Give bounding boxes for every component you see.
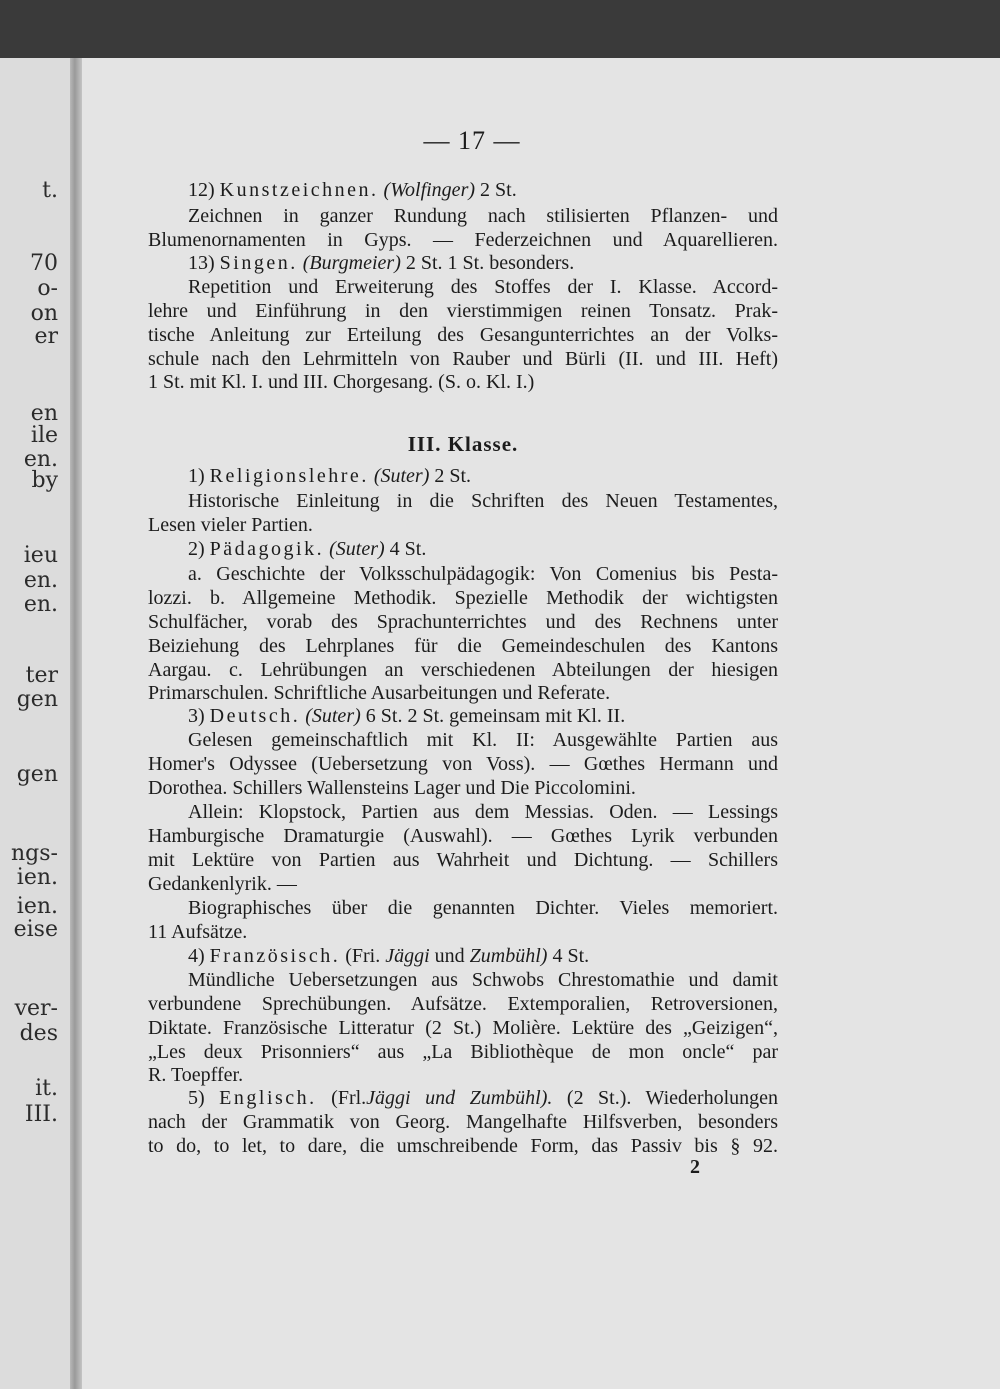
text-line: lehre und Einführung in den vierstimmigen reinen Tonsatz. Prak- xyxy=(148,300,778,322)
page-number: — 17 — xyxy=(423,126,521,155)
teacher-name: (Burgmeier) xyxy=(302,252,401,274)
left-page-fragment: ien. xyxy=(16,865,58,890)
text-line: R. Toepffer. xyxy=(148,1064,244,1086)
text-line: 1 St. mit Kl. I. und III. Chorgesang. (S. o. Kl. I.) xyxy=(148,371,535,393)
section-title: Pädagogik. xyxy=(209,538,325,560)
left-page-fragment: en xyxy=(30,401,58,426)
text-line: Repetition und Erweiterung des Stoffes der I. Klasse. Accord- xyxy=(188,276,778,298)
text-line: Primarschulen. Schriftliche Ausarbeitungen und Referate. xyxy=(148,682,611,704)
teacher-name: Zumbühl). xyxy=(469,1087,553,1109)
left-page-fragment: 70 xyxy=(30,251,58,276)
section-title: Deutsch. xyxy=(209,705,301,727)
section-5-heading: 5) Englisch. (Frl.Jäggi und Zumbühl). (2 St.). Wiederholungen xyxy=(188,1087,779,1109)
text-line: Beiziehung des Lehrplanes für die Gemeindeschulen des Kantons xyxy=(148,635,778,657)
teacher-name: Zumbühl) xyxy=(469,945,548,967)
teacher-name: Jäggi xyxy=(385,945,430,967)
left-page-fragment: ile xyxy=(30,423,58,448)
text-line: Zeichnen in ganzer Rundung nach stilisierten Pflanzen- und xyxy=(188,205,778,227)
document-page xyxy=(82,58,1000,1389)
section-title: Englisch. xyxy=(219,1087,317,1109)
text-line: „Les deux Prisonniers“ aus „La Bibliothèque de mon oncle“ par xyxy=(148,1041,778,1063)
left-page-fragment: on xyxy=(30,301,58,326)
text-line: to do, to let, to dare, die umschreibende Form, das Passiv bis § 92. xyxy=(148,1135,778,1157)
section-4-heading: 4) Französisch. (Fri. Jäggi und Zumbühl) 4 St. xyxy=(188,945,590,967)
text-line: mit Lektüre von Partien aus Wahrheit und Dichtung. — Schillers xyxy=(148,849,778,871)
text-line: Schulfächer, vorab des Sprachunterrichtes und des Rechnens unter xyxy=(148,611,778,633)
left-page-fragment: ter xyxy=(25,663,58,688)
section-title: Religionslehre. xyxy=(209,465,369,487)
text-line: 11 Aufsätze. xyxy=(148,921,248,943)
section-title: Französisch. xyxy=(209,945,341,967)
text-line: a. Geschichte der Volksschulpädagogik: Von Comenius bis Pesta- xyxy=(188,563,778,585)
left-page-fragment: gen xyxy=(16,687,58,712)
text-line: Hamburgische Dramaturgie (Auswahl). — Gœthes Lyrik verbunden xyxy=(148,825,778,847)
text-line: lozzi. b. Allgemeine Methodik. Spezielle Methodik der wichtigsten xyxy=(148,587,778,609)
left-page-fragment: ngs- xyxy=(11,841,58,866)
teacher-name: (Suter) xyxy=(329,538,385,560)
text-line: schule nach den Lehrmitteln von Rauber und Bürli (II. und III. Heft) xyxy=(148,348,778,370)
text-line: verbundene Sprechübungen. Aufsätze. Extemporalien, Retroversionen, xyxy=(148,993,778,1015)
section-title: Singen. xyxy=(219,252,298,274)
left-page-fragment: en. xyxy=(23,447,58,472)
text-line: Diktate. Französische Litteratur (2 St.) Molière. Lektüre des „Geizigen“, xyxy=(148,1017,778,1039)
class-heading: III. Klasse. xyxy=(407,432,519,456)
text-line: Gelesen gemeinschaftlich mit Kl. II: Ausgewählte Partien aus xyxy=(188,729,778,751)
text-line: Homer's Odyssee (Uebersetzung von Voss). — Gœthes Hermann und xyxy=(148,753,778,775)
text-line: tische Anleitung zur Erteilung des Gesangunterrichtes an der Volks- xyxy=(148,324,778,346)
text-line: Biographisches über die genannten Dichter. Vieles memoriert. xyxy=(188,897,778,919)
text-line: Allein: Klopstock, Partien aus dem Messias. Oden. — Lessings xyxy=(188,801,778,823)
left-page-fragment: gen xyxy=(16,762,58,787)
section-2-heading: 2) Pädagogik. (Suter) 4 St. xyxy=(188,538,427,560)
section-13-heading: 13) Singen. (Burgmeier) 2 St. 1 St. besonders. xyxy=(188,252,575,274)
signature-mark: 2 xyxy=(690,1156,700,1178)
section-3-heading: 3) Deutsch. (Suter) 6 St. 2 St. gemeinsam mit Kl. II. xyxy=(188,705,626,727)
left-page-fragment: it. xyxy=(35,1076,58,1101)
text-line: Aargau. c. Lehrübungen an verschiedenen Abteilungen der hiesigen xyxy=(148,659,778,681)
left-page-fragment: eise xyxy=(13,917,58,942)
left-page-fragment: t. xyxy=(42,178,58,203)
teacher-name: (Suter) xyxy=(305,705,361,727)
section-title: Kunstzeichnen. xyxy=(219,179,379,201)
text-line: Blumenornamenten in Gyps. — Federzeichnen und Aquarellieren. xyxy=(148,229,778,251)
left-page-fragment: en. xyxy=(23,568,58,593)
left-page-fragment: ieu xyxy=(23,543,58,568)
text-line: Gedankenlyrik. — xyxy=(148,873,297,895)
text-line: nach der Grammatik von Georg. Mangelhafte Hilfsverben, besonders xyxy=(148,1111,778,1133)
left-page-fragment: ien. xyxy=(16,894,58,919)
section-12-heading: 12) Kunstzeichnen. (Wolfinger) 2 St. xyxy=(188,179,517,201)
left-page-fragment: III. xyxy=(24,1102,58,1127)
teacher-name: (Wolfinger) xyxy=(383,179,476,201)
left-page-fragment: ver- xyxy=(14,996,58,1021)
text-line: Lesen vieler Partien. xyxy=(148,514,313,536)
left-page-fragment: en. xyxy=(23,592,58,617)
text-line: Dorothea. Schillers Wallensteins Lager und Die Piccolomini. xyxy=(148,777,636,799)
text-line: Historische Einleitung in die Schriften des Neuen Testamentes, xyxy=(188,490,778,512)
teacher-name: (Suter) xyxy=(373,465,430,487)
text-line: Mündliche Uebersetzungen aus Schwobs Chrestomathie und damit xyxy=(188,969,778,991)
section-1-heading: 1) Religionslehre. (Suter) 2 St. xyxy=(188,465,472,487)
left-page-fragment: by xyxy=(31,468,58,493)
left-page-fragment: er xyxy=(34,324,58,349)
left-page-fragment: o- xyxy=(37,276,58,301)
book-spine xyxy=(70,58,82,1389)
left-page-fragment: des xyxy=(19,1021,58,1046)
teacher-name: Jäggi xyxy=(366,1087,411,1109)
